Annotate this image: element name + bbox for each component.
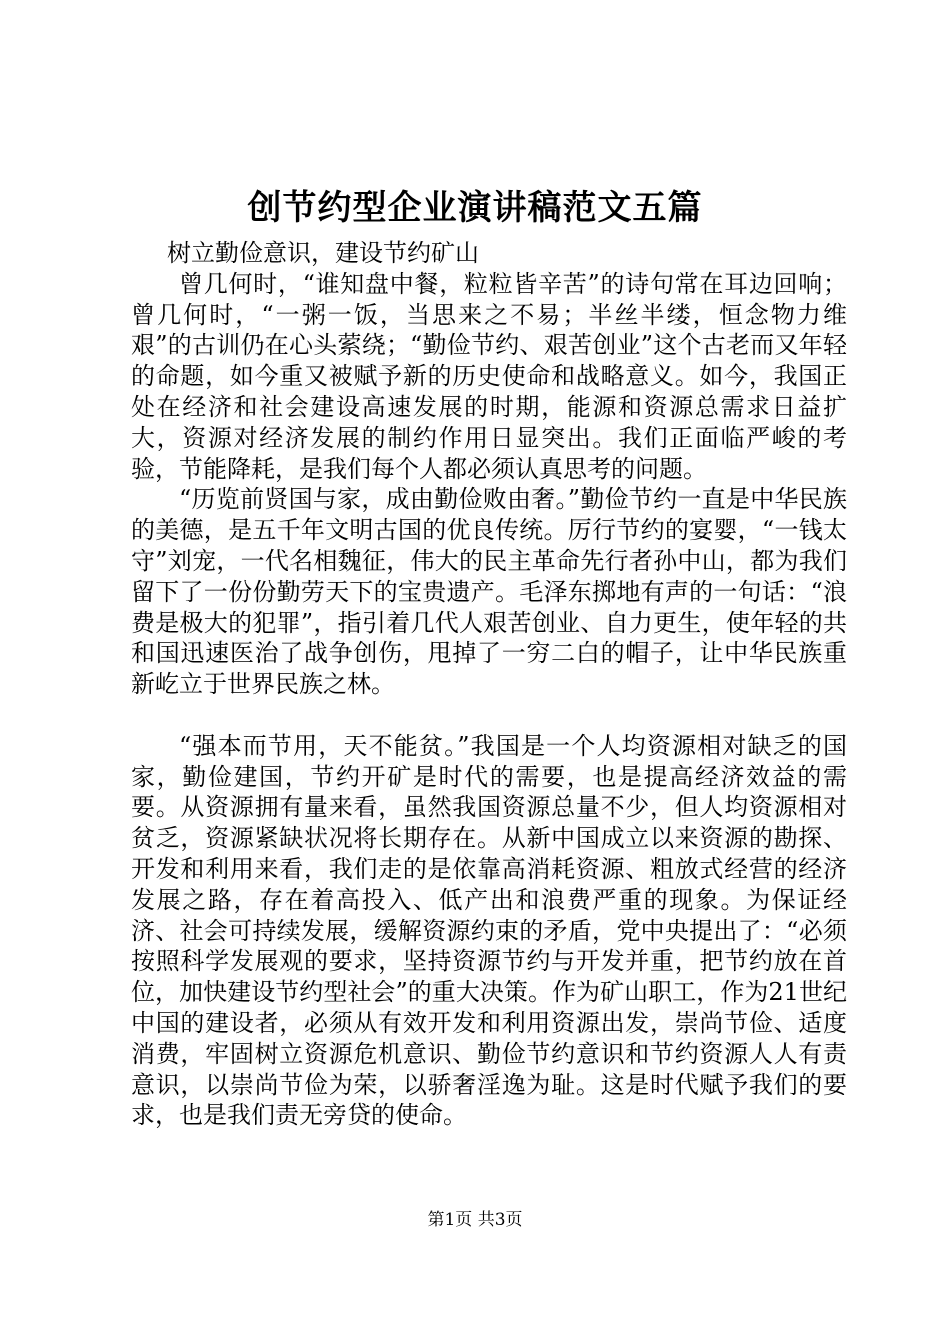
section-subtitle: 树立勤俭意识，建设节约矿山 (167, 239, 479, 267)
paragraph-spacer (131, 700, 847, 731)
document-body (131, 238, 847, 1131)
document-title: 创节约型企业演讲稿范文五篇 (247, 188, 703, 228)
paragraph-3: “强本而节用，天不能贫。”我国是一个人均资源相对缺乏的国家，勤俭建国，节约开矿是时代的需要，也是提高经济效益的需要。从资源拥有量来看，虽然我国资源总量不少，但人均资源相对贫乏，资源紧缺状况将长期存在。从新中国成立以来资源的勘探、开发和利用来看，我们走的是依靠高消耗资源、粗放式经营的经济发展之路，存在着高投入、低产出和浪费严重的现象。为保证经济、社会可持续发展，缓解资源约束的矛盾，党中央提出了：“必须按照科学发展观的要求，坚持资源节约与开发并重，把节约放在首位，加快建设节约型社会”的重大决策。作为矿山职工，作为21世纪中国的建设者，必须从有效开发和利用资源出发，崇尚节俭、适度消费，牢固树立资源危机意识、勤俭节约意识和节约资源人人有责意识，以崇尚节俭为荣，以骄奢淫逸为耻。这是时代赋予我们的要求，也是我们责无旁贷的使命。 (131, 731, 847, 1130)
paragraph-2: “历览前贤国与家，成由勤俭败由奢。”勤俭节约一直是中华民族的美德，是五千年文明古国的优良传统。厉行节约的宴婴，“一钱太守”刘宠，一代名相魏征，伟大的民主革命先行者孙中山，都为我们留下了一份份勤劳天下的宝贵遗产。毛泽东掷地有声的一句话：“浪费是极大的犯罪”，指引着几代人艰苦创业、自力更生，使年轻的共和国迅速医治了战争创伤，甩掉了一穷二白的帽子，让中华民族重新屹立于世界民族之林。 (131, 485, 847, 699)
paragraph-1: 曾几何时，“谁知盘中餐，粒粒皆辛苦”的诗句常在耳边回响；曾几何时，“一粥一饭，当思来之不易；半丝半缕，恒念物力维艰”的古训仍在心头萦绕；“勤俭节约、艰苦创业”这个古老而又年轻的命题，如今重又被赋予新的历史使命和战略意义。如今，我国正处在经济和社会建设高速发展的时期，能源和资源总需求日益扩大，资源对经济发展的制约作用日显突出。我们正面临严峻的考验，节能降耗，是我们每个人都必须认真思考的问题。 (131, 269, 847, 483)
page-number-footer: 第1页 共3页 (427, 1210, 523, 1230)
